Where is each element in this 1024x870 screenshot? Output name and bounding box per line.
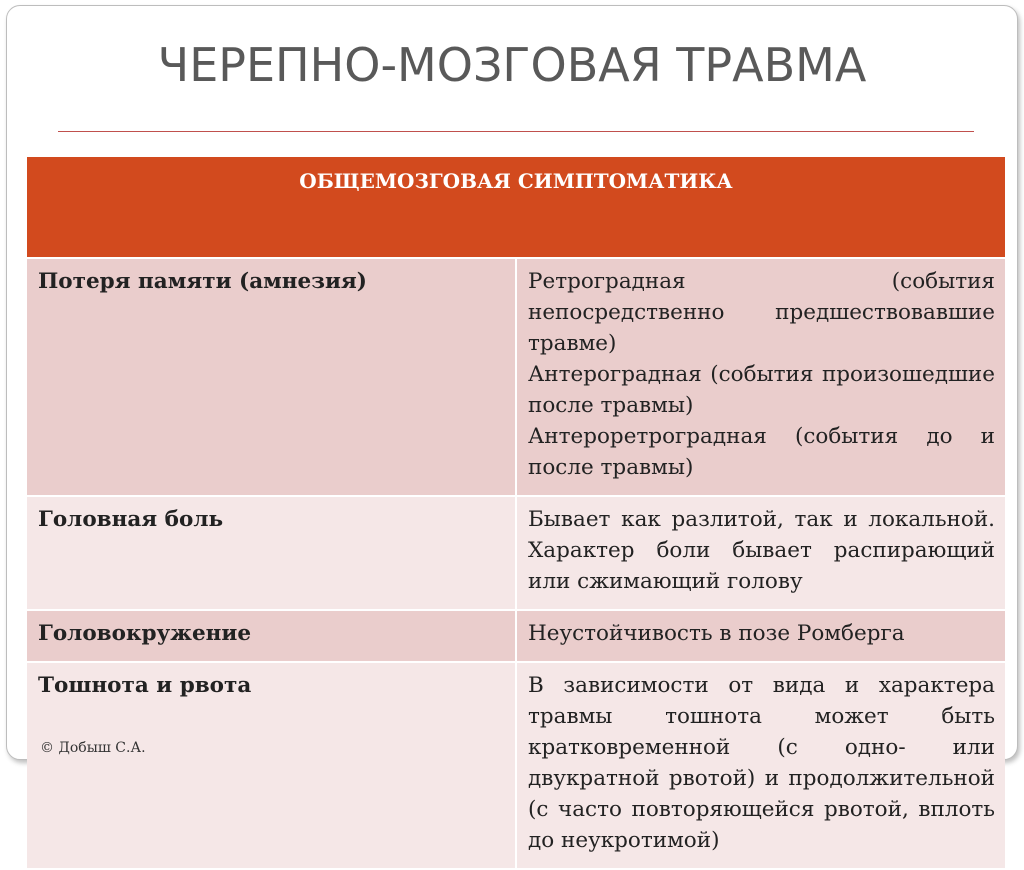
table-row-nausea — [27, 662, 1005, 869]
table-header: ОБЩЕМОЗГОВАЯ СИМПТОМАТИКА — [27, 157, 1005, 258]
row-label-nausea: Тошнота и рвота — [27, 662, 516, 869]
table-header-row — [27, 157, 1005, 258]
title-divider — [58, 131, 974, 132]
symptoms-table — [27, 157, 1005, 870]
row-label-amnesia: Потеря памяти (амнезия) — [27, 258, 516, 496]
description-line: Неустойчивость в позе Ромберга — [528, 621, 905, 646]
description-line: В зависимости от вида и характера травмы тошнота может быть кратковременной (с одно- или двукратной рвотой) и продолжительной (с часто повторяющейся рвотой, вплоть до неукротимой) — [528, 673, 995, 853]
description-line: Антероградная (события произошедшие после травмы) — [528, 362, 995, 418]
row-label-dizziness: Головокружение — [27, 610, 516, 662]
table-row-dizziness — [27, 610, 1005, 662]
row-description-headache — [516, 496, 1005, 610]
slide-title: ЧЕРЕПНО-МОЗГОВАЯ ТРАВМА — [157, 38, 867, 92]
row-description-dizziness — [516, 610, 1005, 662]
copyright-footer: © Добыш С.А. — [40, 740, 146, 756]
description-line: Антероретроградная (события до и после травмы) — [528, 424, 995, 480]
description-line: Ретроградная (события непосредственно предшествовавшие травме) — [528, 269, 995, 356]
table-row-headache — [27, 496, 1005, 610]
table-row-amnesia — [27, 258, 1005, 496]
description-line: Бывает как разлитой, так и локальной. Характер боли бывает распирающий или сжимающий голову — [528, 507, 995, 594]
row-description-nausea — [516, 662, 1005, 869]
row-description-amnesia — [516, 258, 1005, 496]
row-label-headache: Головная боль — [27, 496, 516, 610]
